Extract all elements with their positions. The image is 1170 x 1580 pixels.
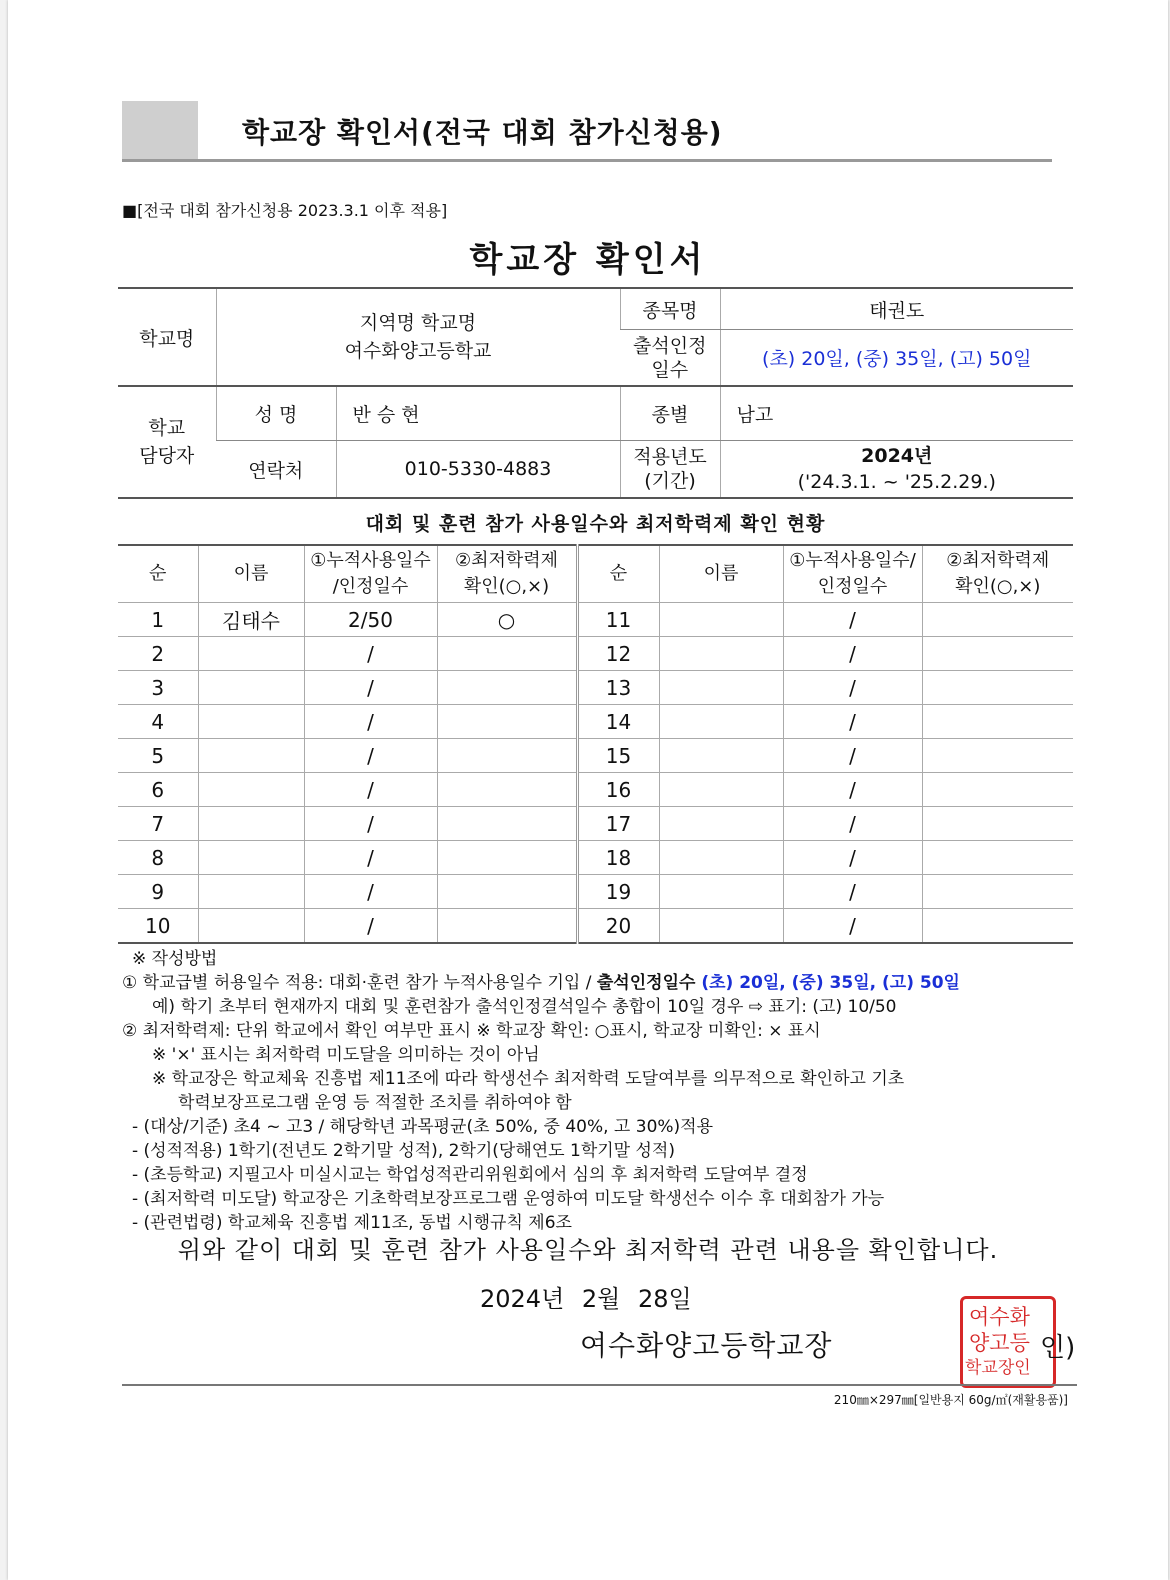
- roster-cell-name-r: [659, 773, 783, 807]
- roster-cell-days-l: /: [304, 773, 437, 807]
- category-label: 종별: [620, 386, 720, 441]
- table-row: [118, 603, 1073, 637]
- note-2: ② 최저학력제: 단위 학교에서 확인 여부만 표시 ※ 학교장 확인: ○표시, 학교장 미확인: × 표시: [122, 1021, 821, 1041]
- notes-title: ※ 작성방법: [132, 949, 218, 969]
- roster-cell-no-r: 11: [577, 603, 659, 637]
- roster-cell-name-l: [198, 671, 304, 705]
- roster-cell-name-l: [198, 705, 304, 739]
- roster-table: [118, 544, 1073, 944]
- roster-cell-check-r: [922, 739, 1073, 773]
- roster-cell-check-r: [922, 807, 1073, 841]
- roster-cell-check-l: [437, 773, 577, 807]
- roster-cell-no-l: 8: [118, 841, 198, 875]
- year-value-cell: [720, 441, 1073, 499]
- header-days-left: [304, 545, 437, 603]
- year-period: ('24.3.1. ~ '25.2.29.): [797, 471, 996, 493]
- roster-cell-check-r: [922, 671, 1073, 705]
- school-value: [216, 288, 620, 386]
- table-row: [118, 637, 1073, 671]
- roster-cell-no-r: 19: [577, 875, 659, 909]
- document-page: [8, 0, 1168, 1580]
- roster-cell-name-r: [659, 875, 783, 909]
- roster-cell-days-l: /: [304, 875, 437, 909]
- heading-gray-block: [122, 101, 198, 159]
- roster-cell-days-r: /: [783, 705, 922, 739]
- roster-header-row: [118, 545, 1073, 603]
- roster-cell-days-l: 2/50: [304, 603, 437, 637]
- roster-cell-check-l: [437, 807, 577, 841]
- roster-cell-check-r: [922, 637, 1073, 671]
- roster-cell-check-r: [922, 841, 1073, 875]
- contact-value: 010-5330-4883: [336, 441, 620, 499]
- detail-3: - (초등학교) 지필고사 미실시교는 학업성적관리위원회에서 심의 후 최저학력 도달여부 결정: [132, 1165, 808, 1185]
- roster-cell-days-l: /: [304, 739, 437, 773]
- roster-cell-no-r: 20: [577, 909, 659, 944]
- roster-cell-name-l: [198, 909, 304, 944]
- roster-cell-days-l: /: [304, 909, 437, 944]
- note-2-b2: 학력보장프로그램 운영 등 적절한 조치를 취하여야 함: [178, 1093, 572, 1113]
- school-line-1: 지역명 학교명: [359, 312, 477, 334]
- header-name-right: 이름: [659, 545, 783, 603]
- roster-cell-no-r: 14: [577, 705, 659, 739]
- roster-cell-check-l: ○: [437, 603, 577, 637]
- attend-label-1: 출석인정: [633, 334, 707, 357]
- roster-cell-check-r: [922, 705, 1073, 739]
- roster-cell-check-r: [922, 875, 1073, 909]
- roster-cell-name-r: [659, 637, 783, 671]
- header-check-right-1: ②최저학력제: [946, 550, 1050, 571]
- heading-band: [122, 101, 1052, 163]
- roster-cell-name-l: [198, 739, 304, 773]
- year-label-2: (기간): [644, 470, 696, 492]
- header-check-left-2: 확인(○,×): [463, 576, 550, 597]
- roster-cell-no-r: 13: [577, 671, 659, 705]
- table-row: [118, 841, 1073, 875]
- table-row: [118, 909, 1073, 944]
- header-no-left: 순: [118, 545, 198, 603]
- roster-cell-no-l: 5: [118, 739, 198, 773]
- header-check-left-1: ②최저학력제: [454, 550, 559, 571]
- header-days-left-2: /인정일수: [332, 576, 409, 597]
- roster-cell-name-l: [198, 841, 304, 875]
- roster-cell-days-l: /: [304, 841, 437, 875]
- name-label: 성 명: [216, 386, 336, 441]
- year-label: [620, 441, 720, 499]
- roster-cell-check-l: [437, 671, 577, 705]
- contact-label: 연락처: [216, 441, 336, 499]
- roster-cell-no-r: 18: [577, 841, 659, 875]
- table-row: [118, 875, 1073, 909]
- header-days-right-2: 인정일수: [817, 576, 888, 597]
- header-check-right-2: 확인(○,×): [955, 576, 1041, 597]
- attend-label: [620, 330, 720, 387]
- bottom-rule: [122, 1384, 1077, 1386]
- manager-label-1: 학교: [148, 417, 186, 439]
- roster-cell-days-r: /: [783, 909, 922, 944]
- roster-cell-name-r: [659, 705, 783, 739]
- page-title: 학교장 확인서: [469, 240, 707, 280]
- attend-value: (초) 20일, (중) 35일, (고) 50일: [720, 330, 1073, 387]
- roster-cell-no-l: 2: [118, 637, 198, 671]
- roster-cell-name-l: [198, 807, 304, 841]
- event-value: 태권도: [720, 288, 1073, 330]
- roster-cell-name-l: [198, 637, 304, 671]
- roster-cell-days-l: /: [304, 637, 437, 671]
- applicability-note: ■[전국 대회 참가신청용 2023.3.1 이후 적용]: [122, 201, 448, 220]
- writing-instructions: [122, 947, 1082, 1235]
- roster-cell-check-r: [922, 603, 1073, 637]
- roster-cell-days-r: /: [783, 671, 922, 705]
- school-info-table: [118, 287, 1073, 499]
- roster-cell-no-l: 6: [118, 773, 198, 807]
- roster-cell-days-l: /: [304, 705, 437, 739]
- roster-cell-no-r: 16: [577, 773, 659, 807]
- category-value: 남고: [720, 386, 1073, 441]
- roster-cell-no-r: 15: [577, 739, 659, 773]
- seal-suffix: 인): [1040, 1333, 1076, 1363]
- detail-5: - (관련법령) 학교체육 진흥법 제11조, 동법 시행규칙 제6조: [132, 1213, 572, 1233]
- roster-cell-check-l: [437, 637, 577, 671]
- table-row: [118, 773, 1073, 807]
- roster-cell-check-l: [437, 875, 577, 909]
- roster-cell-check-l: [437, 841, 577, 875]
- roster-cell-days-r: /: [783, 875, 922, 909]
- roster-cell-check-l: [437, 705, 577, 739]
- roster-cell-days-l: /: [304, 671, 437, 705]
- header-name-left: 이름: [198, 545, 304, 603]
- year-label-1: 적용년도: [633, 446, 707, 468]
- roster-cell-name-r: [659, 807, 783, 841]
- roster-cell-days-r: /: [783, 841, 922, 875]
- roster-cell-no-l: 1: [118, 603, 198, 637]
- roster-cell-name-l: [198, 773, 304, 807]
- header-no-right: 순: [577, 545, 659, 603]
- roster-cell-name-r: [659, 671, 783, 705]
- roster-cell-check-l: [437, 739, 577, 773]
- principal-name: 여수화양고등학교장: [580, 1329, 833, 1362]
- roster-cell-days-r: /: [783, 739, 922, 773]
- school-label: 학교명: [118, 288, 216, 386]
- detail-4: - (최저학력 미도달) 학교장은 기초학력보장프로그램 운영하여 미도달 학생선수 이수 후 대회참가 가능: [132, 1189, 885, 1209]
- header-days-right: [783, 545, 922, 603]
- section-title: 대회 및 훈련 참가 사용일수와 최저학력제 확인 현황: [365, 513, 826, 535]
- roster-cell-no-l: 10: [118, 909, 198, 944]
- header-days-left-1: ①누적사용일수: [310, 550, 431, 571]
- event-label: 종목명: [620, 288, 720, 330]
- table-row: [118, 671, 1073, 705]
- document-heading: 학교장 확인서(전국 대회 참가신청용): [242, 116, 723, 149]
- roster-cell-name-r: [659, 841, 783, 875]
- table-row: [118, 739, 1073, 773]
- school-line-2: 여수화양고등학교: [344, 340, 492, 362]
- roster-cell-days-r: /: [783, 603, 922, 637]
- roster-cell-check-r: [922, 909, 1073, 944]
- note-1-text: ① 학교급별 허용일수 적용: 대회·훈련 참가 누적사용일수 기입 /: [122, 973, 597, 993]
- header-check-right: [922, 545, 1073, 603]
- roster-cell-days-r: /: [783, 637, 922, 671]
- seal-text-2: 양고등: [969, 1331, 1030, 1355]
- roster-cell-name-r: [659, 909, 783, 944]
- roster-cell-no-r: 12: [577, 637, 659, 671]
- roster-cell-no-l: 9: [118, 875, 198, 909]
- header-days-right-1: ①누적사용일수/: [789, 550, 916, 571]
- detail-1: - (대상/기준) 초4 ~ 고3 / 해당학년 과목평균(초 50%, 중 40%, 고 30%)적용: [132, 1117, 714, 1137]
- manager-label-2: 담당자: [139, 445, 195, 467]
- roster-cell-days-r: /: [783, 807, 922, 841]
- note-2-b1: ※ 학교장은 학교체육 진흥법 제11조에 따라 학생선수 최저학력 도달여부를 의무적으로 확인하고 기초: [152, 1069, 905, 1089]
- header-check-left: [437, 545, 577, 603]
- roster-cell-no-l: 4: [118, 705, 198, 739]
- roster-cell-check-l: [437, 909, 577, 944]
- table-row: [118, 705, 1073, 739]
- note-1-example: 예) 학기 초부터 현재까지 대회 및 훈련참가 출석인정결석일수 총합이 10일 경우 ⇨ 표기: (고) 10/50: [152, 997, 897, 1017]
- detail-2: - (성적적용) 1학기(전년도 2학기말 성적), 2학기(당해연도 1학기말 성적): [132, 1141, 675, 1161]
- note-1-bold: 출석인정일수: [596, 973, 702, 993]
- roster-cell-check-r: [922, 773, 1073, 807]
- confirmation-statement: 위와 같이 대회 및 훈련 참가 사용일수와 최저학력 관련 내용을 확인합니다.: [177, 1236, 999, 1264]
- note-1-blue: (초) 20일, (중) 35일, (고) 50일: [701, 973, 960, 993]
- paper-spec-footer: 210㎜×297㎜[일반용지 60g/㎡(재활용품)]: [833, 1393, 1068, 1407]
- roster-cell-name-r: [659, 603, 783, 637]
- note-1: [122, 971, 1082, 995]
- manager-label: [118, 386, 216, 498]
- seal-text-1: 여수화: [969, 1305, 1030, 1329]
- roster-cell-days-l: /: [304, 807, 437, 841]
- issue-date: 2024년 2월 28일: [480, 1285, 692, 1313]
- name-value: 반 승 현: [336, 386, 620, 441]
- roster-cell-name-r: [659, 739, 783, 773]
- table-row: [118, 807, 1073, 841]
- roster-cell-name-l: 김태수: [198, 603, 304, 637]
- roster-cell-no-l: 7: [118, 807, 198, 841]
- heading-rule: [122, 159, 1052, 162]
- roster-cell-name-l: [198, 875, 304, 909]
- note-2-a: ※ '×' 표시는 최저학력 미도달을 의미하는 것이 아님: [152, 1045, 540, 1065]
- roster-cell-no-r: 17: [577, 807, 659, 841]
- year-value: 2024년: [861, 445, 933, 467]
- roster-cell-no-l: 3: [118, 671, 198, 705]
- attend-label-2: 일수: [651, 358, 689, 381]
- seal-text-3: 학교장인: [965, 1358, 1031, 1378]
- roster-cell-days-r: /: [783, 773, 922, 807]
